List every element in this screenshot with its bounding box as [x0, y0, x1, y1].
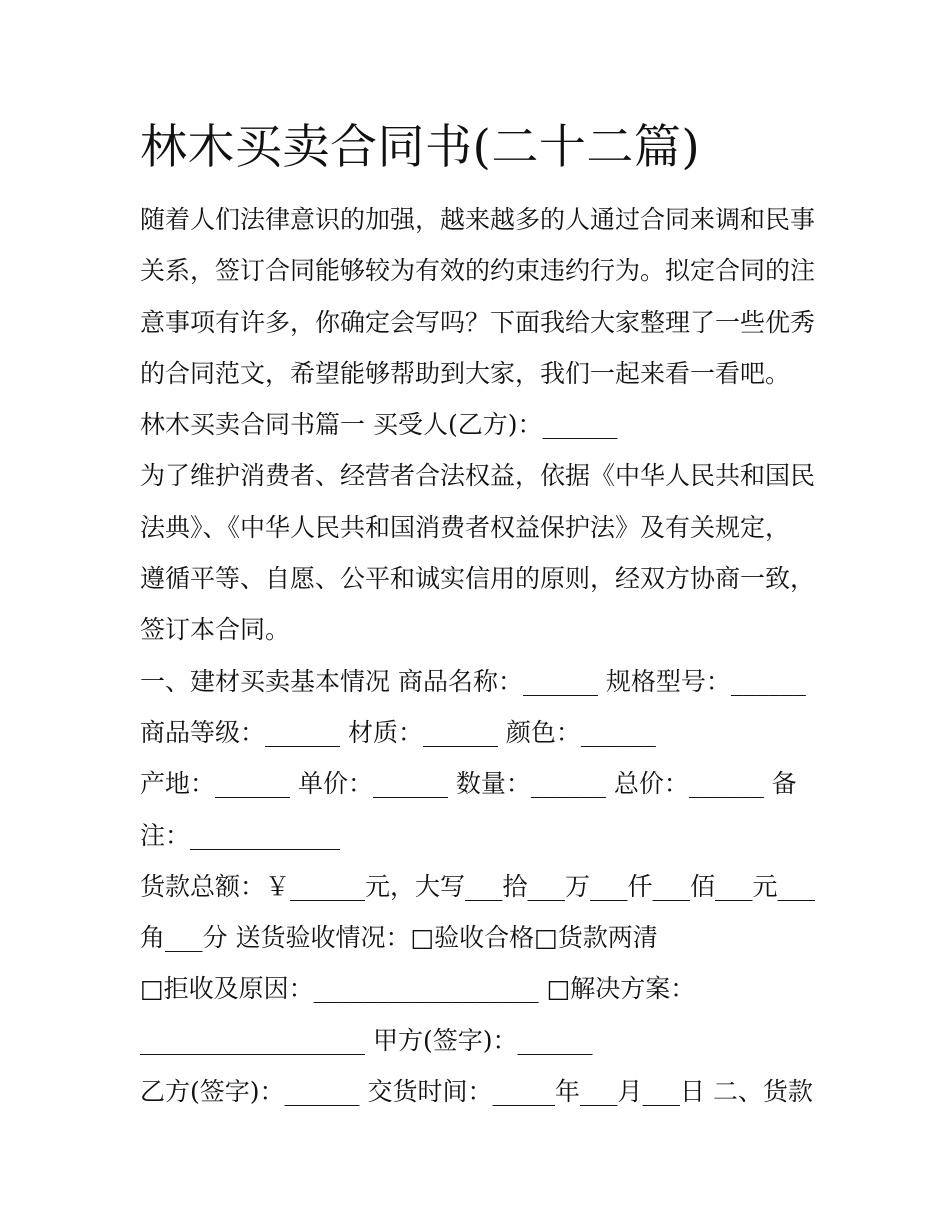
body-line: 注：____________	[140, 820, 341, 850]
document-title: 林木买卖合同书(二十二篇)	[140, 120, 701, 175]
body-line: □拒收及原因：__________________ □解决方案：	[140, 974, 696, 1004]
body-line: 商品等级：______ 材质：______ 颜色：______	[140, 717, 656, 747]
body-line: 角___分 送货验收情况：□验收合格□货款两清	[140, 923, 658, 953]
body-line: 关系，签订合同能够较为有效的约束违约行为。拟定合同的注	[140, 256, 816, 286]
body-line: 遵循平等、自愿、公平和诚实信用的原则，经双方协商一致，	[140, 564, 816, 594]
body-line: 法典》、《中华人民共和国消费者权益保护法》及有关规定，	[140, 512, 791, 542]
document-page	[140, 108, 820, 1117]
body-line: 乙方(签字)：______ 交货时间：_____年___月___日 二、货款	[140, 1077, 813, 1107]
body-line: 随着人们法律意识的加强，越来越多的人通过合同来调和民事	[140, 205, 816, 234]
body-line: 为了维护消费者、经营者合法权益，依据《中华人民共和国民	[140, 461, 816, 491]
body-line: 林木买卖合同书篇一 买受人(乙方)：______	[140, 410, 618, 440]
body-line: 的合同范文，希望能够帮助到大家，我们一起来看一看吧。	[140, 358, 791, 388]
body-line: 货款总额：￥______元，大写___拾___万___仟___佰___元___	[140, 871, 816, 901]
document-body	[140, 194, 820, 1117]
body-line: 签订本合同。	[140, 615, 291, 645]
body-line: 产地：______ 单价：______ 数量：______ 总价：______ 备	[140, 769, 797, 799]
body-line: 意事项有许多，你确定会写吗？下面我给大家整理了一些优秀	[140, 307, 816, 337]
body-line: __________________ 甲方(签字)：______	[140, 1025, 593, 1055]
body-line: 一、建材买卖基本情况 商品名称：______ 规格型号：______	[140, 666, 806, 696]
